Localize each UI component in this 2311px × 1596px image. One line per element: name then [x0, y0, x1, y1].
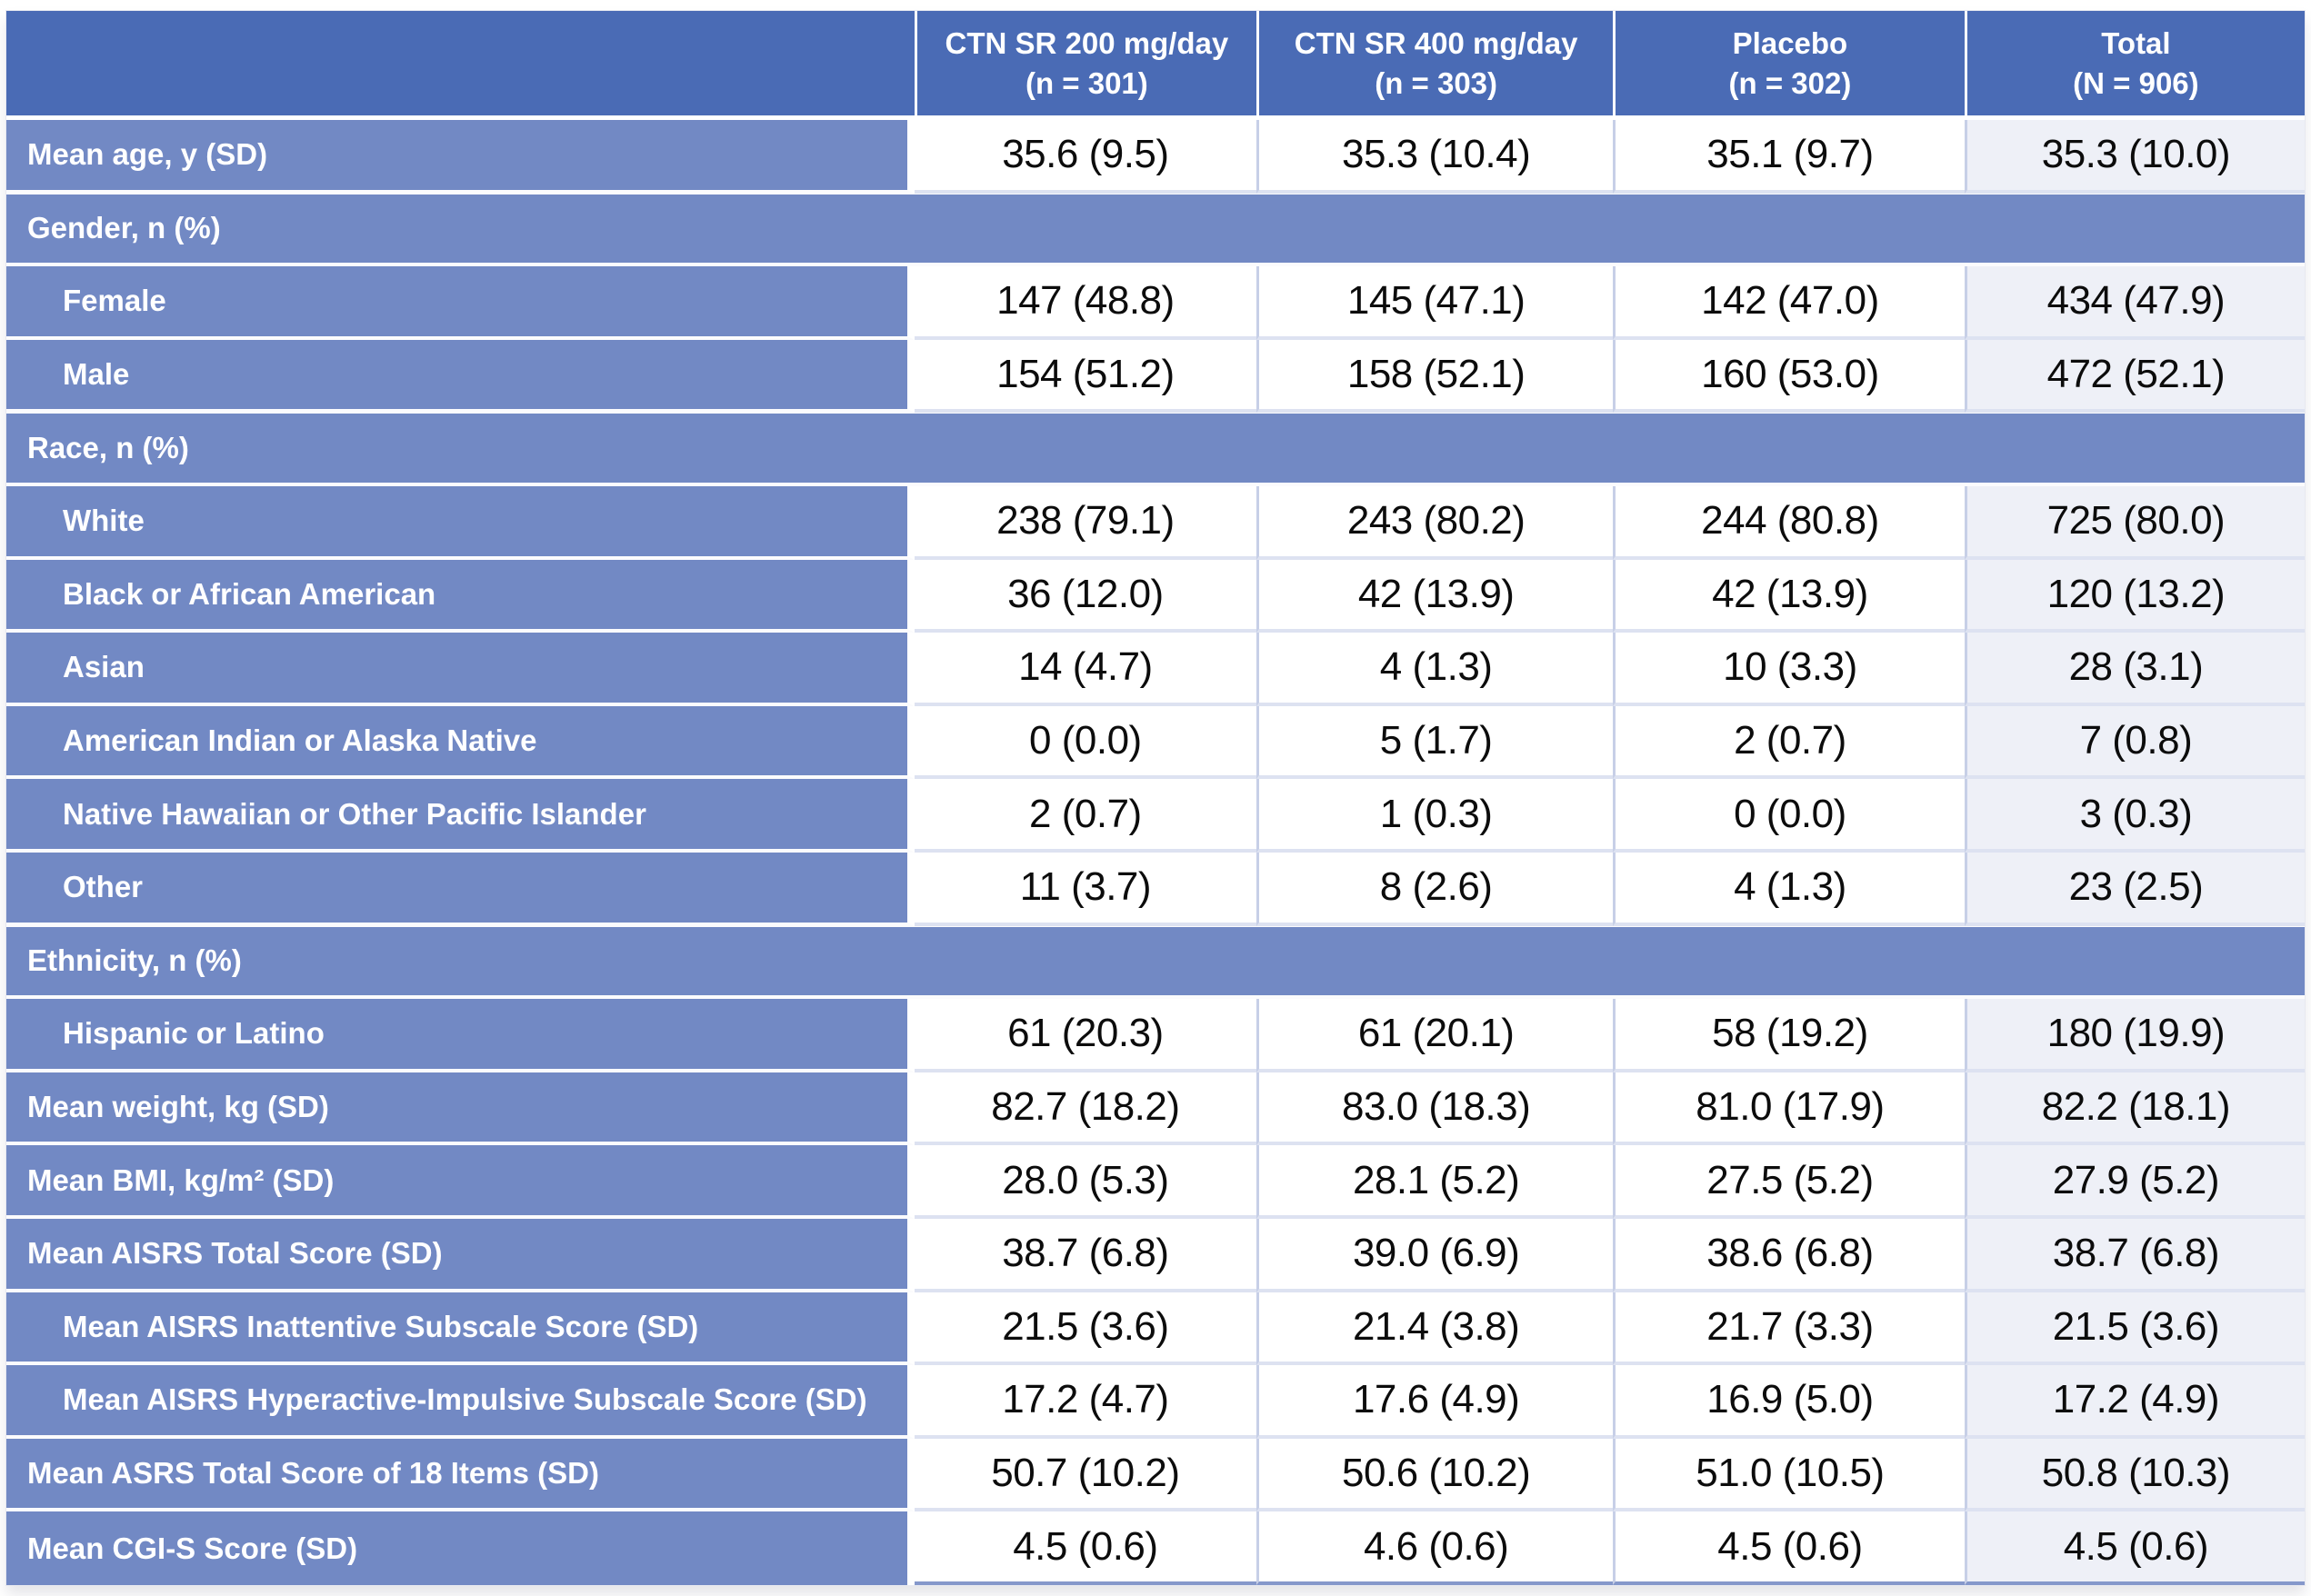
data-cell: 50.6 (10.2) — [1256, 1439, 1613, 1512]
column-header-sublabel: (n = 301) — [1025, 65, 1148, 100]
data-cell: 28.1 (5.2) — [1256, 1145, 1613, 1219]
column-header-sublabel: (n = 303) — [1375, 65, 1498, 100]
data-cell: 35.6 (9.5) — [915, 120, 1257, 194]
data-cell: 2 (0.7) — [1613, 706, 1965, 780]
total-cell: 82.2 (18.1) — [1965, 1072, 2305, 1146]
total-cell: 21.5 (3.6) — [1965, 1292, 2305, 1366]
data-cell: 38.6 (6.8) — [1613, 1219, 1965, 1292]
row-label: Female — [6, 266, 915, 340]
section-row — [6, 413, 2305, 486]
table-row — [6, 560, 2305, 633]
data-cell: 154 (51.2) — [915, 340, 1257, 414]
total-cell: 120 (13.2) — [1965, 560, 2305, 633]
data-cell: 4.5 (0.6) — [915, 1511, 1257, 1585]
column-header-label: CTN SR 400 mg/day — [1294, 25, 1578, 60]
total-cell: 434 (47.9) — [1965, 266, 2305, 340]
row-label: American Indian or Alaska Native — [6, 706, 915, 780]
empty-corner-header-cell — [6, 11, 915, 120]
table-row — [6, 1072, 2305, 1146]
data-cell: 0 (0.0) — [1613, 779, 1965, 853]
row-label: Mean age, y (SD) — [6, 120, 915, 194]
total-cell: 17.2 (4.9) — [1965, 1365, 2305, 1439]
data-cell: 147 (48.8) — [915, 266, 1257, 340]
data-cell: 16.9 (5.0) — [1613, 1365, 1965, 1439]
data-cell: 142 (47.0) — [1613, 266, 1965, 340]
data-cell: 4.5 (0.6) — [1613, 1511, 1965, 1585]
data-cell: 4 (1.3) — [1256, 633, 1613, 706]
data-cell: 160 (53.0) — [1613, 340, 1965, 414]
data-cell: 14 (4.7) — [915, 633, 1257, 706]
table-row — [6, 1511, 2305, 1585]
data-cell: 38.7 (6.8) — [915, 1219, 1257, 1292]
table-row — [6, 1219, 2305, 1292]
table-row — [6, 999, 2305, 1072]
row-label: Mean AISRS Total Score (SD) — [6, 1219, 915, 1292]
data-cell: 61 (20.1) — [1256, 999, 1613, 1072]
data-cell: 21.7 (3.3) — [1613, 1292, 1965, 1366]
data-cell: 145 (47.1) — [1256, 266, 1613, 340]
column-header-label: Total — [2101, 25, 2171, 60]
total-cell: 23 (2.5) — [1965, 853, 2305, 926]
row-label: Asian — [6, 633, 915, 706]
column-header-label: CTN SR 200 mg/day — [945, 25, 1229, 60]
data-cell: 28.0 (5.3) — [915, 1145, 1257, 1219]
table-header-row — [6, 11, 2305, 120]
data-cell: 35.1 (9.7) — [1613, 120, 1965, 194]
data-cell: 4 (1.3) — [1613, 853, 1965, 926]
data-cell: 10 (3.3) — [1613, 633, 1965, 706]
row-label: Mean BMI, kg/m² (SD) — [6, 1145, 915, 1219]
total-cell: 27.9 (5.2) — [1965, 1145, 2305, 1219]
row-label: Male — [6, 340, 915, 414]
data-cell: 39.0 (6.9) — [1256, 1219, 1613, 1292]
data-cell: 238 (79.1) — [915, 486, 1257, 560]
table-row — [6, 340, 2305, 414]
data-cell: 50.7 (10.2) — [915, 1439, 1257, 1512]
data-cell: 8 (2.6) — [1256, 853, 1613, 926]
total-cell: 35.3 (10.0) — [1965, 120, 2305, 194]
data-cell: 1 (0.3) — [1256, 779, 1613, 853]
data-cell: 58 (19.2) — [1613, 999, 1965, 1072]
data-cell: 35.3 (10.4) — [1256, 120, 1613, 194]
data-cell: 17.6 (4.9) — [1256, 1365, 1613, 1439]
data-cell: 42 (13.9) — [1256, 560, 1613, 633]
total-cell: 38.7 (6.8) — [1965, 1219, 2305, 1292]
total-cell: 28 (3.1) — [1965, 633, 2305, 706]
data-cell: 82.7 (18.2) — [915, 1072, 1257, 1146]
column-header-ctn-400 — [1256, 11, 1613, 120]
total-cell: 472 (52.1) — [1965, 340, 2305, 414]
section-header: Race, n (%) — [6, 413, 2305, 486]
row-label: Mean weight, kg (SD) — [6, 1072, 915, 1146]
total-cell: 7 (0.8) — [1965, 706, 2305, 780]
column-header-label: Placebo — [1732, 25, 1848, 60]
table-row — [6, 1292, 2305, 1366]
row-label: Black or African American — [6, 560, 915, 633]
row-label: Mean AISRS Inattentive Subscale Score (SD) — [6, 1292, 915, 1366]
data-cell: 21.5 (3.6) — [915, 1292, 1257, 1366]
data-cell: 4.6 (0.6) — [1256, 1511, 1613, 1585]
table-row — [6, 486, 2305, 560]
data-cell: 42 (13.9) — [1613, 560, 1965, 633]
data-cell: 17.2 (4.7) — [915, 1365, 1257, 1439]
data-cell: 243 (80.2) — [1256, 486, 1613, 560]
row-label: Mean CGI-S Score (SD) — [6, 1511, 915, 1585]
column-header-placebo — [1613, 11, 1965, 120]
data-cell: 36 (12.0) — [915, 560, 1257, 633]
data-cell: 244 (80.8) — [1613, 486, 1965, 560]
total-cell: 50.8 (10.3) — [1965, 1439, 2305, 1512]
table-row — [6, 1365, 2305, 1439]
table-body — [6, 120, 2305, 1585]
data-cell: 5 (1.7) — [1256, 706, 1613, 780]
table-row — [6, 266, 2305, 340]
row-label: Other — [6, 853, 915, 926]
data-cell: 2 (0.7) — [915, 779, 1257, 853]
data-cell: 11 (3.7) — [915, 853, 1257, 926]
data-cell: 158 (52.1) — [1256, 340, 1613, 414]
table-row — [6, 706, 2305, 780]
section-header: Ethnicity, n (%) — [6, 926, 2305, 1000]
column-header-sublabel: (n = 302) — [1728, 65, 1852, 100]
total-cell: 180 (19.9) — [1965, 999, 2305, 1072]
data-cell: 27.5 (5.2) — [1613, 1145, 1965, 1219]
table-row — [6, 853, 2305, 926]
data-cell: 0 (0.0) — [915, 706, 1257, 780]
data-cell: 61 (20.3) — [915, 999, 1257, 1072]
total-cell: 4.5 (0.6) — [1965, 1511, 2305, 1585]
data-cell: 83.0 (18.3) — [1256, 1072, 1613, 1146]
data-cell: 81.0 (17.9) — [1613, 1072, 1965, 1146]
data-cell: 51.0 (10.5) — [1613, 1439, 1965, 1512]
table-row — [6, 1439, 2305, 1512]
column-header-sublabel: (N = 906) — [2073, 65, 2199, 100]
section-row — [6, 194, 2305, 267]
table-row — [6, 120, 2305, 194]
column-header-total — [1965, 11, 2305, 120]
table-row — [6, 779, 2305, 853]
column-header-ctn-200 — [915, 11, 1257, 120]
data-cell: 21.4 (3.8) — [1256, 1292, 1613, 1366]
row-label: White — [6, 486, 915, 560]
total-cell: 725 (80.0) — [1965, 486, 2305, 560]
row-label: Mean AISRS Hyperactive-Impulsive Subscale Score (SD) — [6, 1365, 915, 1439]
row-label: Mean ASRS Total Score of 18 Items (SD) — [6, 1439, 915, 1512]
table-row — [6, 1145, 2305, 1219]
table-row — [6, 633, 2305, 706]
row-label: Hispanic or Latino — [6, 999, 915, 1072]
row-label: Native Hawaiian or Other Pacific Islander — [6, 779, 915, 853]
baseline-characteristics-table — [6, 11, 2305, 1585]
total-cell: 3 (0.3) — [1965, 779, 2305, 853]
section-header: Gender, n (%) — [6, 194, 2305, 267]
section-row — [6, 926, 2305, 1000]
